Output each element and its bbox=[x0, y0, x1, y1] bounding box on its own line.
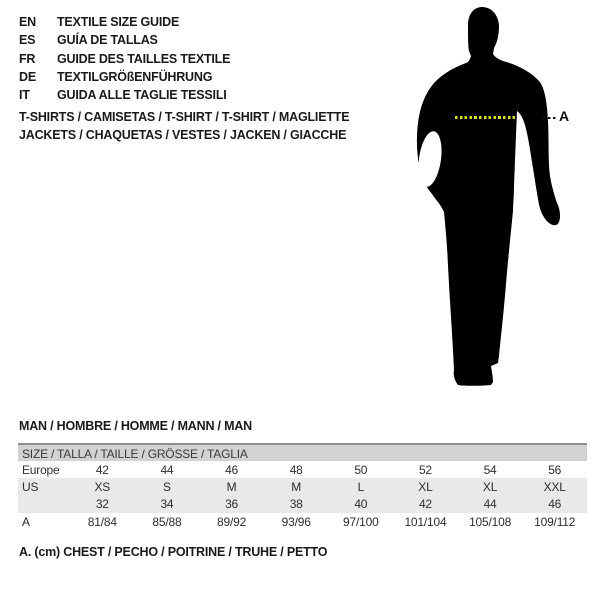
table-cell: 54 bbox=[483, 462, 497, 477]
table-cell: 56 bbox=[548, 462, 562, 477]
table-cell: 42 bbox=[95, 462, 109, 477]
category-jackets: JACKETS / CHAQUETAS / VESTES / JACKEN / GIACCHE bbox=[19, 127, 347, 142]
man-silhouette bbox=[405, 4, 570, 388]
language-code: DE bbox=[19, 70, 36, 85]
table-cell: 44 bbox=[483, 497, 497, 512]
row-label: A bbox=[22, 514, 30, 529]
man-silhouette-svg bbox=[405, 4, 570, 388]
section-title-man: MAN / HOMBRE / HOMME / MANN / MAN bbox=[19, 419, 252, 433]
table-cell: 38 bbox=[289, 497, 303, 512]
language-label: TEXTILE SIZE GUIDE bbox=[57, 15, 180, 30]
table-cell: 32 bbox=[95, 497, 109, 512]
table-cell: 50 bbox=[354, 462, 368, 477]
table-cell: L bbox=[357, 479, 365, 494]
size-table bbox=[18, 443, 587, 530]
table-cell: 46 bbox=[548, 497, 562, 512]
table-cell: 85/88 bbox=[152, 514, 182, 529]
chest-measure-line bbox=[455, 116, 517, 119]
table-cell: M bbox=[291, 479, 302, 494]
table-cell: 48 bbox=[289, 462, 303, 477]
size-table-header: SIZE / TALLA / TAILLE / GRÖSSE / TAGLIA bbox=[18, 443, 587, 461]
table-cell: 97/100 bbox=[343, 514, 379, 529]
language-label: GUÍA DE TALLAS bbox=[57, 33, 158, 48]
language-row bbox=[19, 13, 230, 31]
footnote-chest: A. (cm) CHEST / PECHO / POITRINE / TRUHE / PETTO bbox=[19, 545, 328, 559]
table-row-us bbox=[18, 478, 587, 495]
measure-dash bbox=[543, 117, 557, 119]
language-code: EN bbox=[19, 15, 36, 30]
table-cell: S bbox=[163, 479, 171, 494]
table-cell: 89/92 bbox=[217, 514, 247, 529]
table-cell: M bbox=[226, 479, 237, 494]
language-row bbox=[19, 68, 230, 86]
table-cell: 36 bbox=[225, 497, 239, 512]
language-row bbox=[19, 31, 230, 49]
row-label: Europe bbox=[22, 462, 60, 477]
language-code: IT bbox=[19, 88, 30, 103]
table-cell: 34 bbox=[160, 497, 174, 512]
table-cell: 81/84 bbox=[87, 514, 117, 529]
table-row-europe bbox=[18, 461, 587, 478]
language-row bbox=[19, 86, 230, 104]
table-cell: 40 bbox=[354, 497, 368, 512]
table-cell: 101/104 bbox=[404, 514, 447, 529]
language-label: GUIDA ALLE TAGLIE TESSILI bbox=[57, 88, 227, 103]
table-cell: XS bbox=[94, 479, 111, 494]
category-lines bbox=[19, 109, 349, 144]
table-cell: 44 bbox=[160, 462, 174, 477]
table-cell: 46 bbox=[225, 462, 239, 477]
category-tshirts: T-SHIRTS / CAMISETAS / T-SHIRT / T-SHIRT / MAGLIETTE bbox=[19, 110, 350, 124]
table-cell: XL bbox=[482, 479, 498, 494]
table-cell: 105/108 bbox=[469, 514, 512, 529]
language-row bbox=[19, 50, 230, 68]
language-list bbox=[19, 13, 230, 104]
measure-label-a: A bbox=[559, 108, 570, 124]
language-code: FR bbox=[19, 51, 36, 66]
table-cell: 42 bbox=[418, 497, 432, 512]
table-cell: 109/112 bbox=[534, 514, 576, 529]
language-label: GUIDE DES TAILLES TEXTILE bbox=[57, 51, 231, 66]
table-cell: 52 bbox=[418, 462, 432, 477]
language-label: TEXTILGRÖßENFÜHRUNG bbox=[57, 70, 213, 85]
table-cell: XL bbox=[418, 479, 433, 494]
language-code: ES bbox=[19, 33, 36, 48]
table-row-chest-a bbox=[18, 513, 587, 530]
table-cell: XXL bbox=[543, 479, 566, 494]
row-label: US bbox=[22, 479, 39, 494]
table-cell: 93/96 bbox=[281, 514, 311, 529]
table-row-numeric bbox=[18, 496, 587, 513]
